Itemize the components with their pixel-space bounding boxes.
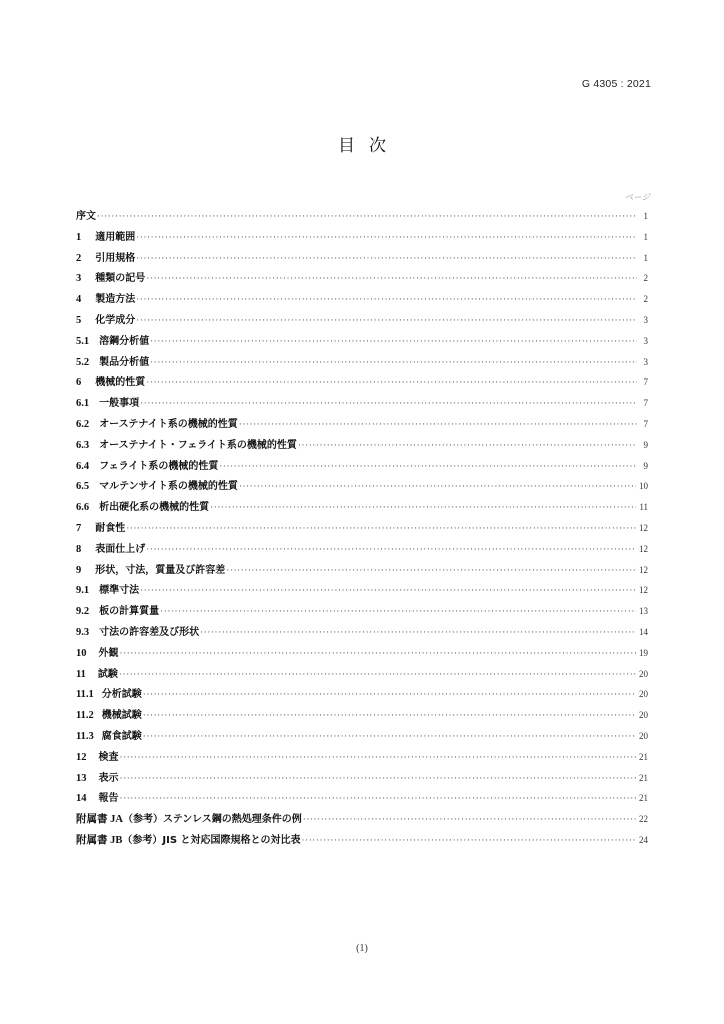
toc-entry-page: 10 [639,481,648,492]
toc-entry-label: 試験 [97,668,118,680]
toc-dot-leader [143,726,636,747]
toc-entry-label: 種類の記号 [95,273,146,285]
toc-entry-label: 表面仕上げ [95,543,146,555]
toc-entry-page: 9 [643,439,648,450]
toc-entry-number: 6.2 [76,418,90,430]
toc-entry[interactable] [76,518,648,539]
toc-entry-number: 7 [76,522,82,534]
toc-dot-leader [146,539,636,560]
toc-entry-page: 1 [643,211,648,221]
toc-entry-number: 11 [76,668,86,680]
toc-dot-leader [298,435,637,456]
toc-entry-number: 1 [76,231,82,243]
page-column-label: ページ [624,193,650,203]
toc-entry[interactable] [76,497,648,518]
toc-entry[interactable] [76,372,648,393]
toc-dot-leader [303,809,636,830]
toc-entry-number: 6.4 [76,460,90,472]
toc-dot-leader [140,580,636,601]
toc-entry-page: 24 [639,834,648,845]
toc-dot-leader [150,331,637,352]
toc-dot-leader [126,518,636,539]
toc-dot-leader [210,497,636,518]
toc-entry-page: 12 [639,585,648,596]
toc-entry[interactable] [76,601,648,622]
toc-entry-page: 2 [643,273,648,284]
toc-entry-page: 3 [643,356,648,367]
toc-dot-leader [146,268,637,289]
toc-dot-leader [120,643,637,664]
toc-entry-number: 5.2 [76,356,90,368]
toc-entry-number: 9.3 [76,626,90,638]
toc-entry[interactable] [76,227,648,248]
toc-entry-label: 引用規格 [95,252,136,264]
toc-dot-leader [143,705,636,726]
toc-entry-number: 11.1 [76,689,94,701]
toc-entry-page: 12 [639,543,648,554]
toc-entry[interactable] [76,705,648,726]
toc-entry[interactable] [76,456,648,477]
toc-dot-leader [140,393,637,414]
toc-dot-leader [120,747,637,768]
toc-entry-number: 6.3 [76,439,90,451]
toc-entry[interactable] [76,643,648,664]
toc-entry-number: 6.1 [76,398,90,410]
toc-entry-page: 22 [639,814,648,825]
toc-entry-number: 9.1 [76,585,90,597]
toc-entry-label: 一般事項 [99,398,140,410]
toc-entry[interactable] [76,393,648,414]
toc-dot-leader [219,456,637,477]
toc-entry-label: 機械試験 [101,710,142,722]
toc-dot-leader [136,289,637,310]
toc-entry-number: 11.2 [76,710,94,722]
toc-entry-label: 形状，寸法，質量及び許容差 [95,564,226,576]
toc-entry[interactable] [76,248,648,269]
toc-entry[interactable] [76,289,648,310]
toc-entry-page: 13 [639,606,648,617]
toc-entry-page: 7 [643,377,648,388]
toc-dot-leader [239,476,636,497]
toc-entry-label: 寸法の許容差及び形状 [99,626,200,638]
toc-entry-number: 9 [76,564,82,576]
toc-dot-leader [150,352,637,373]
toc-entry-label: 適用範囲 [95,231,136,243]
toc-entry-page: 7 [643,418,648,429]
toc-entry-label: マルテンサイト系の機械的性質 [99,481,238,493]
toc-dot-leader [97,206,637,227]
toc-entry-label: 析出硬化系の機械的性質 [99,502,210,514]
toc-entry[interactable] [76,684,648,705]
toc-entry-number: 附属書 JA [76,814,123,826]
toc-entry-number: 14 [76,793,87,805]
toc-entry-number: 5.1 [76,335,90,347]
toc-entry-page: 1 [643,252,648,263]
toc-entry[interactable] [76,747,648,768]
toc-entry[interactable] [76,476,648,497]
toc-dot-leader [239,414,637,435]
toc-entry[interactable] [76,664,648,685]
toc-entry[interactable] [76,726,648,747]
toc-dot-leader [200,622,636,643]
toc-dot-leader [143,684,636,705]
toc-dot-leader [120,768,637,789]
toc-dot-leader [136,248,637,269]
page-title: 目次 [338,136,400,156]
toc-entry-number: 2 [76,252,82,264]
toc-entry-label: 外観 [98,647,119,659]
toc-entry-number: 5 [76,314,82,326]
toc-entry-page: 2 [643,294,648,305]
toc-dot-leader [160,601,636,622]
toc-entry[interactable] [76,830,648,851]
document-code: G 4305 : 2021 [581,78,651,90]
toc-entry-number: 12 [76,751,87,763]
toc-entry-label: 化学成分 [95,314,136,326]
toc-entry-number: 9.2 [76,606,90,618]
toc-entry-page: 21 [639,751,648,762]
toc-entry-number: 10 [76,647,87,659]
toc-entry-label: 表示 [98,772,119,784]
toc-entry-page: 19 [639,647,648,658]
toc-entry-page: 20 [639,668,648,679]
toc-entry-label: 機械的性質 [95,377,146,389]
toc-entry-page: 7 [643,398,648,409]
toc-entry-number: 4 [76,294,82,306]
toc-entry-label: 溶鋼分析値 [99,335,150,347]
toc-entry-label: オーステナイト・フェライト系の機械的性質 [99,439,297,451]
toc-entry[interactable] [76,580,648,601]
toc-entry-page: 11 [639,502,648,513]
toc-entry-number: 6.5 [76,481,90,493]
toc-entry[interactable] [76,622,648,643]
toc-entry-label: 腐食試験 [101,730,142,742]
toc-dot-leader [120,788,637,809]
toc-entry-page: 9 [643,460,648,471]
toc-entry-label: 報告 [98,793,119,805]
toc-entry[interactable] [76,435,648,456]
toc-entry[interactable] [76,768,648,789]
toc-entry-label: フェライト系の機械的性質 [99,460,219,472]
page-number: (1) [356,943,368,954]
toc-dot-leader [119,664,636,685]
toc-entry-number: 6 [76,377,82,389]
table-of-contents [76,206,648,851]
toc-dot-leader [302,830,636,851]
toc-dot-leader [146,372,637,393]
toc-entry-page: 3 [643,314,648,325]
toc-entry[interactable] [76,539,648,560]
toc-entry-page: 21 [639,772,648,783]
toc-entry-label: オーステナイト系の機械的性質 [99,418,238,430]
toc-entry[interactable] [76,560,648,581]
toc-entry-label: 分析試験 [101,689,142,701]
toc-entry-label: （参考）JIS と対応国際規格との対比表 [122,834,301,846]
toc-entry-label: 検査 [98,751,119,763]
toc-entry-page: 20 [639,710,648,721]
toc-entry-page: 14 [639,626,648,637]
toc-entry-label: 序文 [76,211,96,222]
toc-entry-page: 3 [643,335,648,346]
toc-entry-number: 3 [76,273,82,285]
toc-entry-label: 標準寸法 [99,585,140,597]
toc-dot-leader [136,227,637,248]
toc-dot-leader [226,560,636,581]
toc-entry-number: 8 [76,543,82,555]
toc-dot-leader [136,310,637,331]
toc-entry-label: 製品分析値 [99,356,150,368]
toc-entry[interactable] [76,809,648,830]
toc-entry[interactable] [76,310,648,331]
toc-entry-page: 1 [643,231,648,242]
toc-entry-number: 11.3 [76,730,94,742]
toc-entry[interactable] [76,206,648,227]
toc-entry-label: 耐食性 [95,522,126,534]
toc-entry-number: 6.6 [76,502,90,514]
toc-entry-page: 20 [639,689,648,700]
toc-entry[interactable] [76,352,648,373]
toc-entry-number: 13 [76,772,87,784]
toc-entry[interactable] [76,788,648,809]
toc-entry[interactable] [76,414,648,435]
toc-entry-page: 12 [639,564,648,575]
toc-entry-page: 12 [639,522,648,533]
toc-entry[interactable] [76,268,648,289]
toc-entry-number: 附属書 JB [76,834,123,846]
toc-entry[interactable] [76,331,648,352]
toc-entry-label: 板の計算質量 [99,606,160,618]
toc-entry-label: 製造方法 [95,294,136,306]
toc-entry-page: 20 [639,730,648,741]
toc-entry-page: 21 [639,793,648,804]
toc-entry-label: （参考）ステンレス鋼の熱処理条件の例 [122,814,302,826]
